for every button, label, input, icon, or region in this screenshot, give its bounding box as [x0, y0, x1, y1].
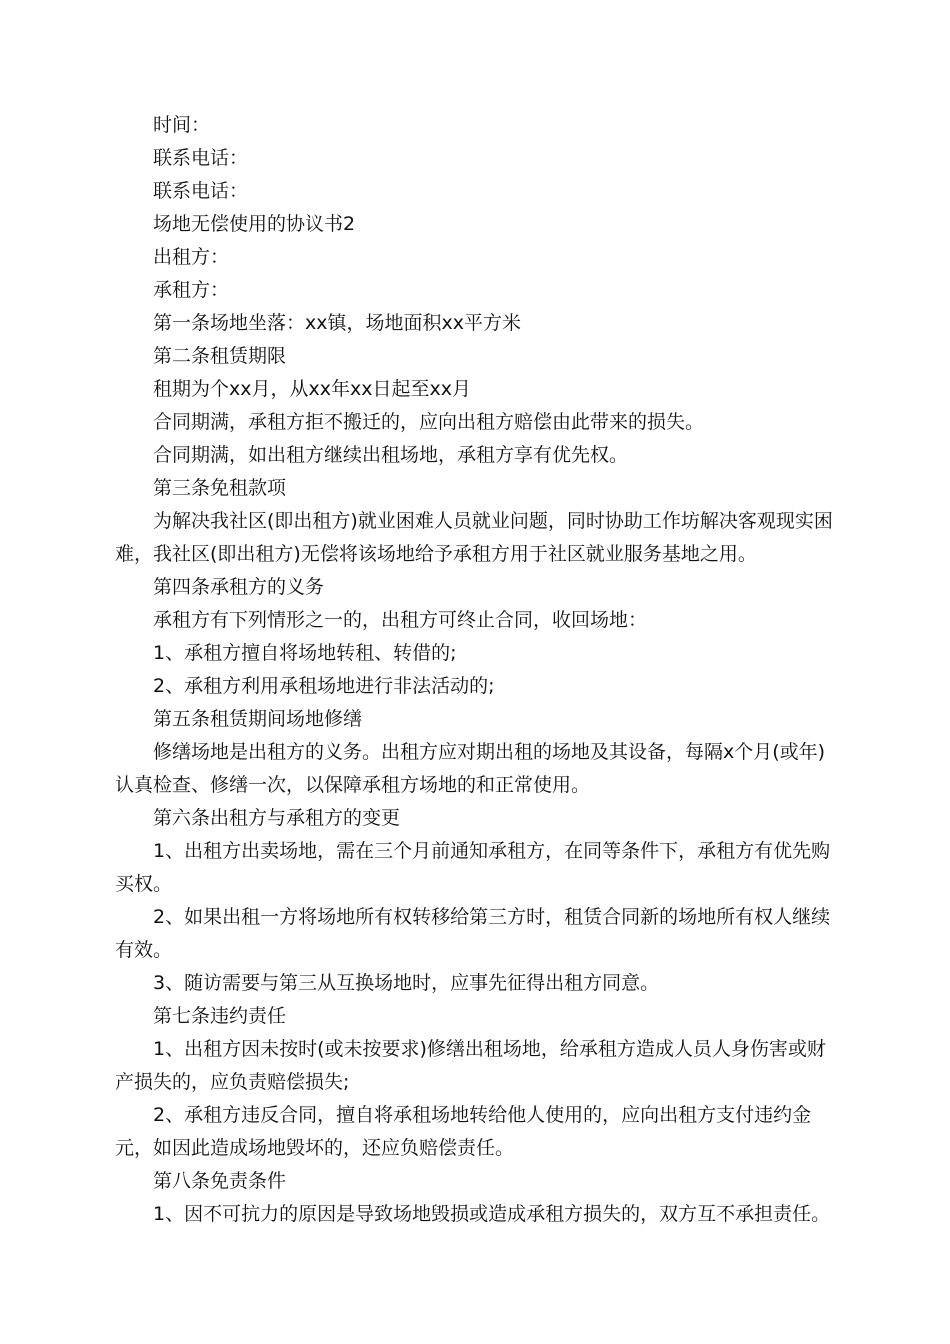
- article-4-item-2: 2、承租方利用承租场地进行非法活动的;: [153, 675, 495, 697]
- agreement-title: 场地无偿使用的协议书2: [153, 213, 356, 235]
- article-6-heading: 第六条出租方与承租方的变更: [153, 807, 401, 829]
- article-3-heading: 第三条免租款项: [153, 477, 287, 499]
- paragraph-phone-2: 联系电话：: [153, 180, 249, 202]
- article-8-heading: 第八条免责条件: [153, 1170, 287, 1192]
- article-6-item-1: 1、出租方出卖场地，需在三个月前通知承租方，在同等条件下，承租方有优先购买权。: [115, 840, 831, 895]
- paragraph-lessee: 承租方：: [153, 279, 230, 301]
- article-2-clause-b: 合同期满，如出租方继续出租场地，承租方享有优先权。: [153, 444, 629, 466]
- paragraph-lessor: 出租方：: [153, 246, 230, 268]
- document-body: [115, 109, 840, 1231]
- article-7-item-2: 2、承租方违反合同，擅自将承租场地转给他人使用的，应向出租方支付违约金元，如因此造成场地毁坏的，还应负赔偿责任。: [115, 1104, 812, 1159]
- paragraph-phone-1: 联系电话：: [153, 147, 249, 169]
- article-3-body: 为解决我社区(即出租方)就业困难人员就业问题，同时协助工作坊解决客观现实困难，我社区(即出租方)无偿将该场地给予承租方用于社区就业服务基地之用。: [115, 510, 833, 565]
- article-7-item-1: 1、出租方因未按时(或未按要求)修缮出租场地，给承租方造成人员人身伤害或财产损失的，应负责赔偿损失;: [115, 1038, 826, 1093]
- article-7-heading: 第七条违约责任: [153, 1005, 287, 1027]
- article-1: 第一条场地坐落：xx镇，场地面积xx平方米: [153, 312, 521, 334]
- article-2-heading: 第二条租赁期限: [153, 345, 287, 367]
- article-5-body: 修缮场地是出租方的义务。出租方应对期出租的场地及其设备，每隔x个月(或年)认真检查、修缮一次，以保障承租方场地的和正常使用。: [115, 741, 826, 796]
- article-5-heading: 第五条租赁期间场地修缮: [153, 708, 363, 730]
- article-4-intro: 承租方有下列情形之一的，出租方可终止合同，收回场地：: [153, 609, 648, 631]
- article-8-item-1: 1、因不可抗力的原因是导致场地毁损或造成承租方损失的，双方互不承担责任。: [153, 1203, 831, 1225]
- article-2-clause-a: 合同期满，承租方拒不搬迁的，应向出租方赔偿由此带来的损失。: [153, 411, 705, 433]
- article-4-heading: 第四条承租方的义务: [153, 576, 325, 598]
- article-6-item-3: 3、随访需要与第三从互换场地时，应事先征得出租方同意。: [153, 972, 660, 994]
- article-4-item-1: 1、承租方擅自将场地转租、转借的;: [153, 642, 457, 664]
- article-2-term: 租期为个xx月，从xx年xx日起至xx月: [153, 378, 471, 400]
- paragraph-time: 时间：: [153, 114, 211, 136]
- article-6-item-2: 2、如果出租一方将场地所有权转移给第三方时，租赁合同新的场地所有权人继续有效。: [115, 906, 831, 961]
